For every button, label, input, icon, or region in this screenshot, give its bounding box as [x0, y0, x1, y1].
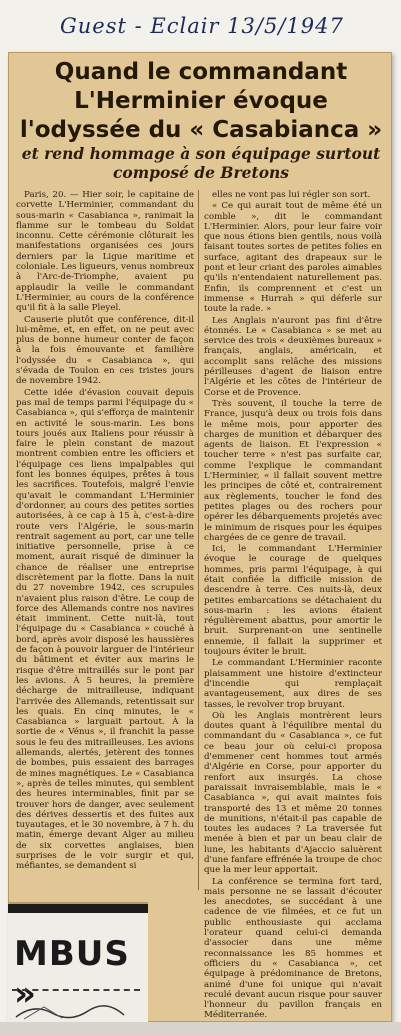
paragraph: elles ne vont pas lui régler son sort. [212, 190, 371, 200]
paragraph: La conférence se termina fort tard, mais personne ne se lassait d'écouter les anecdotes, se succédant à une cadence de vie filmées, et ce fut un public enthousiaste qui acclama l'orateur quand celui-ci demanda d'associer dans une même reconnaissance les 85 hommes et officiers du « Casabianca », cet équipage à prédominance de Bretons, animé d'une foi unique qui n'avait reculé devant aucun risque pour sauver l'honneur du pavillon français en Méditerranée. [204, 876, 382, 1021]
paragraph: Très souvent, il touche la terre de France, jusqu'à deux ou trois fois dans le même mois, pour apporter des charges de munition et débarquer des agents de liaison. Et l'expression « toucher terre » n'est pas surfaite car, comme l'explique le commandant L'Herminier, « il fallait souvent mettre les principes de côté et, contrairement aux règlements, toucher le fond des petites plages ou des rochers pour opérer les débarquements projetés avec le minimum de risques pour les équipes chargées de ce genre de travail. [204, 398, 382, 543]
article-column-right [204, 190, 382, 1021]
dashed-rule [12, 989, 140, 991]
adjacent-clipping-fragment [8, 902, 148, 1024]
article-subhead: et rend hommage à son équipage surtout composé de Bretons [21, 144, 381, 182]
column-divider [198, 190, 199, 890]
paragraph: Ici, le commandant L'Herminier évoque le courage de quelques hommes, pris parmi l'équipage, à qui était confiée la difficile mission de descendre à terre. Ces nuits-là, deux petites embarcations se détachaient du sous-marin : les avions étaient régulièrement abattus, pour amortir le bruit. Surprenant-on une sentinelle ennemie, il fallait la supprimer et toujours éviter le bruit. [204, 544, 382, 658]
black-band [8, 904, 148, 913]
paragraph: Cette idée d'évasion couvait depuis pas mal de temps parmi l'équipage du « Casabianca », qui s'efforça de maintenir en activité le sous-marin. Les bons tours joués aux Italiens pour réussir à faire le plein constant de mazout montrent combien entre les officiers et l'équipage ces liens impalpables qui font les bonnes équipes, prêtes à tous les sacrifices. Toutefois, malgré l'envie qu'avait le commandant L'Herminier d'ordonner, au cours des petites sorties autorisées, à ce cap à 15 à, c'est-à-dire route vers l'Algérie, le sous-marin rentrait sagement au port, car une telle initiative personnelle, prise à ce moment, aurait risqué de diminuer la chance de réaliser une entreprise discrètement par la flotte. Dans la nuit du 27 novembre 1942, ces scrupules n'avaient plus raison d'être. Le coup de force des Allemands contre nos navires était imminent. Cette nuit-là, tout l'équipage du « Casabianca » couché à bord, après avoir disposé les haussières de façon à pouvoir larguer de l'intérieur du bâtiment et éviter aux marins le risque d'être mitraillés sur le pont par les avions. À 5 heures, la première décharge de mitrailleuse, indiquant l'arrivée des Allemands, retentissait sur les quais. En cinq minutes, le « Casabianca » larguait partout. À la sortie de « Vénus », il franchit la passe sous le feu des mitrailleuses. Les avions allemands, alertés, jetèrent des tonnes de bombes, puis essaient des barrages de mines magnétiques. Le « Casabianca », après de telles minutes, qui semblent des heures interminables, finit par se trouver hors de danger, avec seulement des dérives dessertis et des fuites aux tuyautages, et le 30 novembre, à 7 h. du matin, émerge devant Alger au milieu de six corvettes anglaises, bien surprises de le voir surgir et qui, méfiantes, se demandent si [16, 387, 195, 872]
paragraph: Paris, 20. — Hier soir, le capitaine de corvette L'Herminier, commandant du sous-marin « Casabianca », ranimait la flamme sur le tombeau du Soldat inconnu. Cette cérémonie clôturait les manifestations organisées ces jours derniers par la Ligue maritime et coloniale. Les ligueurs, venus nombreux à l'Arc-de-Triomphe, avaient pu applaudir la veille le commandant L'Herminier, au cours de la conférence qu'il fit à la salle Pleyel. [16, 190, 194, 314]
paragraph: Où les Anglais montrèrent leurs doutes quant à l'équilibre mental du commandant du « Casabianca », ce fut ce beau jour où celui-ci proposa d'emmener cent hommes tout armés d'Algérie en Corse, pour apporter du renfort aux insurgés. La chose paraissait invraisemblable, mais le « Casabianca », qui avait maintes fois transporté des 13 et même 20 tonnes de munitions, n'était-il pas capable de toutes les audaces ? La traversée fut menée à bien et par un beau clair de lune, les habitants d'Ajaccio saluèrent d'une fanfare effrénée la troupe de choc que la mer leur apportait. [204, 710, 382, 876]
handwritten-source-date: Guest - Eclair 13/5/1947 [60, 14, 344, 38]
paragraph: Les Anglais n'auront pas fini d'être étonnés. Le « Casabianca » se met au service des trois « deuxièmes bureaux » français, anglais, américain, et accomplit sans relâche des missions périlleuses d'agent de liaison entre l'Algérie et les côtes de l'intérieur de Corse et de Provence. [204, 315, 382, 398]
paragraph: Le commandant L'Herminier raconte plaisamment une histoire d'extincteur d'incendie qui remplaçait avantageusement, aux dires de ses tasses, le revolver trop bruyant. [204, 658, 382, 710]
fragment-title: MBUS » [14, 934, 130, 1014]
newspaper-clipping [8, 52, 392, 1022]
illustration-fragment [14, 999, 134, 1021]
paragraph: Causerie plutôt que conférence, dit-il lui-même, et, en effet, on ne peut avec plus de bonne humeur conter de façon à la fois émouvante et familière l'odyssée du « Casabianca », qui s'évada de Toulon en ces tristes jours de novembre 1942. [16, 314, 194, 387]
scan-margin [0, 1022, 401, 1035]
paragraph: « Ce qui aurait tout de même été un comble », dit le commandant L'Herminier. Alors, pour leur faire voir que nous étions bien gentils, nous voilà faisant toutes sortes de petites folies en surface, agitant des drapeaux sur le pont et leur criant des paroles aimables qu'ils n'entendaient naturellement pas. Enfin, ils comprennent et c'est un immense « Hurrah » qui déferle sur toute la rade. » [204, 201, 382, 315]
article-headline: Quand le commandant L'Herminier évoque l'odyssée du « Casabianca » [19, 59, 383, 143]
article-column-left [16, 190, 194, 950]
